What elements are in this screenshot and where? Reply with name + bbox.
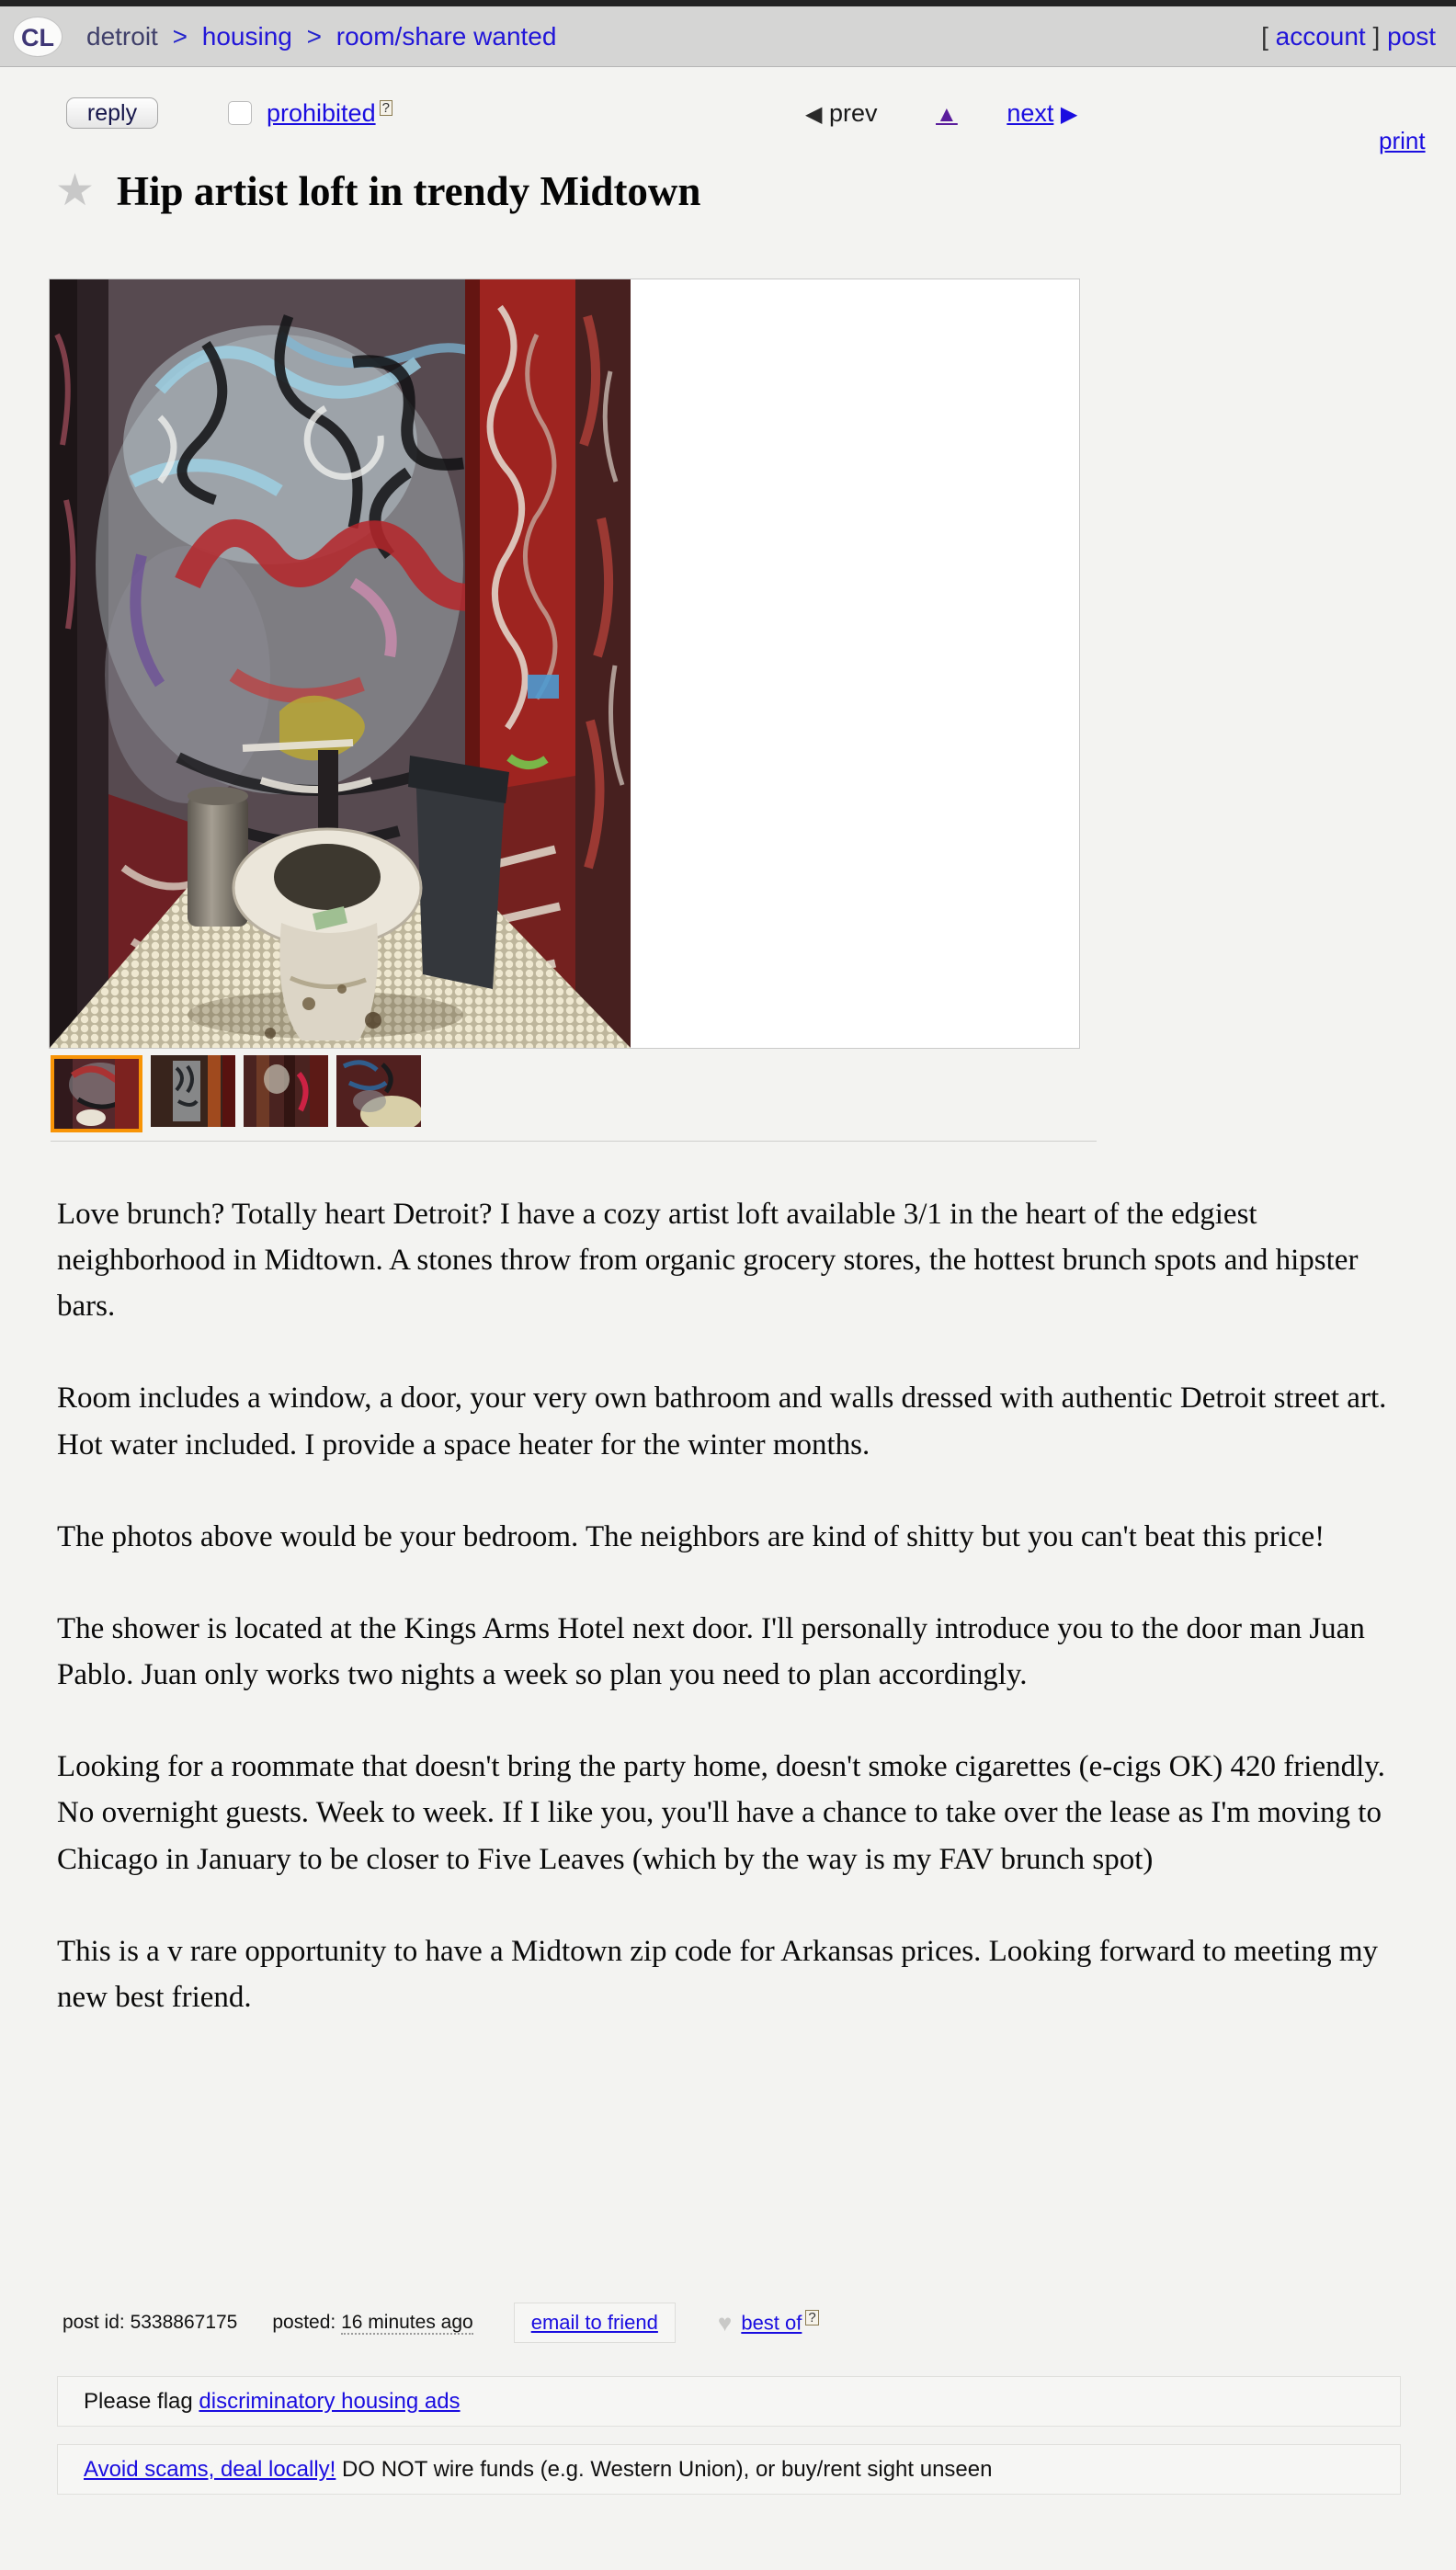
help-icon[interactable]: ?: [805, 2310, 818, 2326]
prohibited-link-wrap: [267, 99, 392, 128]
breadcrumb-city[interactable]: detroit: [86, 22, 158, 51]
post-paragraph: Looking for a roommate that doesn't bring the party home, doesn't smoke cigarettes (e-cigs OK) 420 friendly. No overnight guests. Week to week. If I like you, you'll have a chance to take over the lease as I'm moving to Chicago in January to be closer to Five Leaves (which by the way is my FAV brunch spot): [57, 1750, 1385, 1876]
posted-time: [272, 2312, 472, 2334]
flag-housing-notice: [57, 2376, 1401, 2427]
posted-label: posted:: [272, 2312, 336, 2333]
email-to-friend-link[interactable]: email to friend: [530, 2311, 658, 2334]
next-arrow-icon: ▶: [1060, 102, 1078, 127]
site-header: [0, 6, 1456, 67]
posting-body: [57, 1191, 1403, 2066]
prohibited-checkbox[interactable]: [228, 101, 252, 125]
post-paragraph: Love brunch? Totally heart Detroit? I have a cozy artist loft available 3/1 in the heart of the edgiest neighborhood in Midtown. A stones throw from organic grocery stores, the hottest brunch spots and hipster bars.: [57, 1198, 1359, 1324]
thumbnail-1-selected[interactable]: [51, 1055, 142, 1132]
favorite-star-icon[interactable]: ★: [55, 166, 96, 215]
scam-notice-text: DO NOT wire funds (e.g. Western Union), or buy/rent sight unseen: [342, 2457, 993, 2482]
prev-label[interactable]: prev: [828, 99, 878, 127]
thumbnail-2[interactable]: [151, 1055, 235, 1127]
next-link[interactable]: next: [1007, 99, 1054, 127]
breadcrumb-separator: >: [172, 22, 188, 51]
heart-icon: ♥: [717, 2308, 733, 2337]
title-row: [55, 167, 1406, 215]
discriminatory-housing-ads-link[interactable]: discriminatory housing ads: [199, 2389, 461, 2414]
post-title: Hip artist loft in trendy Midtown: [117, 168, 701, 214]
flag-notice-text: Please flag: [84, 2389, 193, 2414]
post-paragraph: Room includes a window, a door, your very own bathroom and walls dressed with authentic Detroit street art. Hot water included. I provide a space heater for the winter months.: [57, 1382, 1387, 1461]
post-link[interactable]: post: [1387, 22, 1436, 51]
breadcrumb: [86, 22, 556, 51]
image-gallery-frame: [49, 279, 1080, 1049]
header-account-area: [1261, 22, 1436, 51]
best-of-link[interactable]: best of: [741, 2311, 802, 2335]
post-paragraph: The shower is located at the Kings Arms Hotel next door. I'll personally introduce you to the door man Juan Pablo. Juan only works two nights a week so plan you need to plan accordingly.: [57, 1611, 1365, 1692]
avoid-scams-link[interactable]: Avoid scams, deal locally!: [84, 2457, 336, 2482]
breadcrumb-category-link[interactable]: room/share wanted: [336, 22, 557, 51]
main-photo-graffiti-bathroom[interactable]: [50, 279, 631, 1048]
posted-time-value: 16 minutes ago: [341, 2312, 473, 2333]
thumbnail-strip: [51, 1055, 1097, 1142]
best-of-wrap: [741, 2310, 818, 2335]
breadcrumb-housing-link[interactable]: housing: [201, 22, 292, 51]
bracket: ]: [1372, 22, 1381, 51]
avoid-scams-notice: [57, 2444, 1401, 2495]
post-paragraph: The photos above would be your bedroom. The neighbors are kind of shitty but you can't beat this price!: [57, 1519, 1325, 1553]
help-icon[interactable]: ?: [380, 100, 392, 116]
prev-next-nav: [805, 99, 1077, 128]
reply-button[interactable]: reply: [66, 97, 158, 129]
post-id: [63, 2312, 237, 2334]
print-link[interactable]: print: [1379, 127, 1426, 154]
thumbnail-3[interactable]: [244, 1055, 328, 1127]
post-id-value: 5338867175: [130, 2312, 238, 2333]
post-paragraph: This is a v rare opportunity to have a Midtown zip code for Arkansas prices. Looking forward to meeting my new best friend.: [57, 1934, 1378, 2014]
breadcrumb-separator: >: [306, 22, 322, 51]
email-to-friend-box: [514, 2303, 676, 2343]
back-to-list-icon[interactable]: ▲: [936, 102, 958, 127]
post-id-label: post id:: [63, 2312, 125, 2333]
account-link[interactable]: account: [1275, 22, 1366, 51]
craigslist-logo[interactable]: CL: [13, 17, 63, 57]
post-footer: [63, 2303, 1395, 2343]
bracket: [: [1261, 22, 1268, 51]
thumbnail-4[interactable]: [336, 1055, 421, 1127]
prohibited-link[interactable]: prohibited: [267, 99, 376, 127]
browser-top-strip: [0, 0, 1456, 6]
prev-arrow-icon: ◀: [805, 102, 823, 127]
